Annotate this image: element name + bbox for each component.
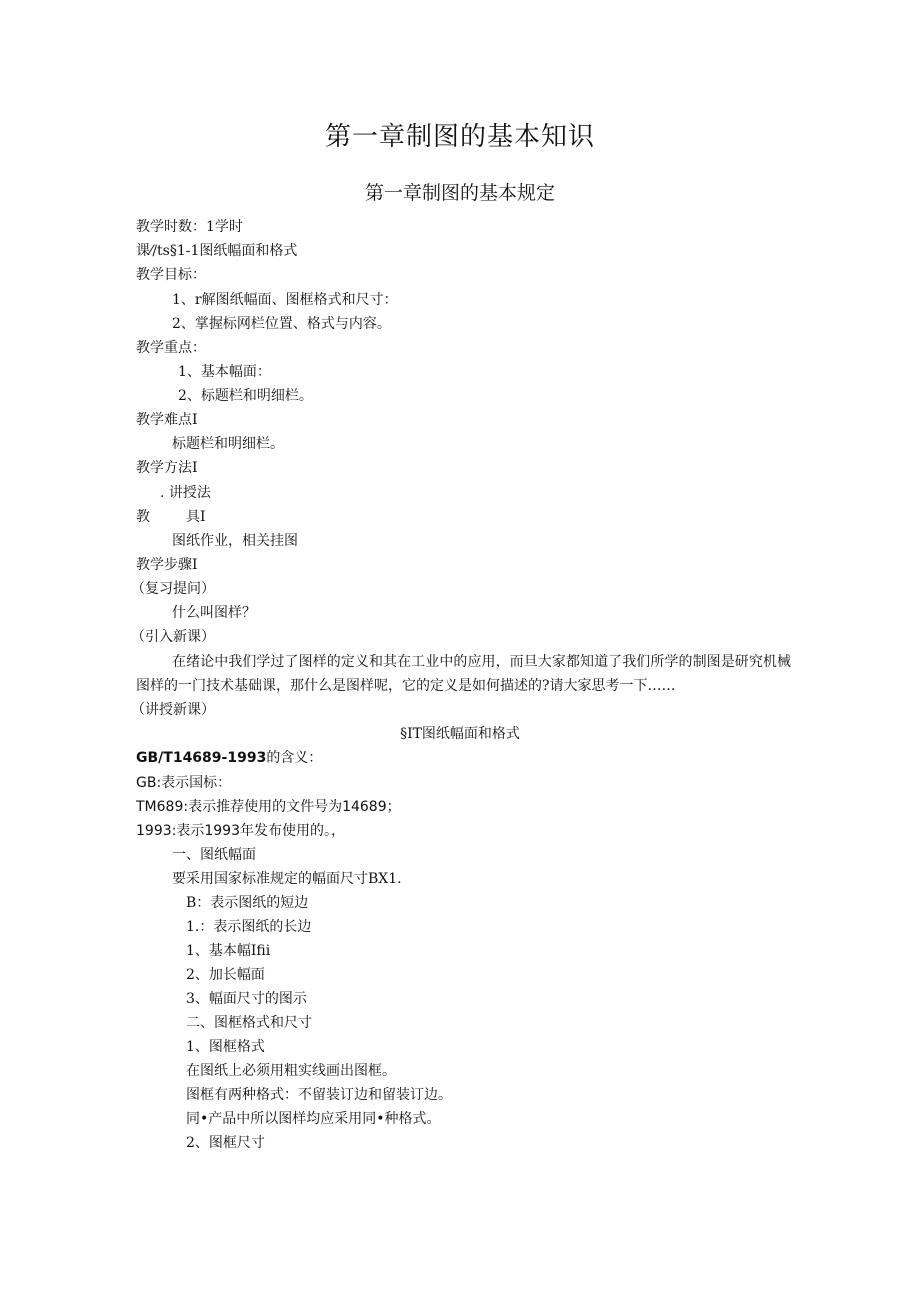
lecture-heading: （讲授新课） (131, 702, 215, 718)
list-item: 图框有两种格式：不留装订边和留装订边。 (186, 1087, 452, 1103)
part-heading: 二、图框格式和尺寸 (186, 1015, 312, 1031)
review-heading: （复习提问） (131, 581, 215, 597)
goals-label: 教学目标： (136, 267, 206, 283)
part-description: 要采用国家标准规定的幅面尺寸BX1. (172, 871, 402, 887)
chapter-title: 第一章制图的基本知识 (324, 122, 595, 152)
steps-label: 教学步骤I (136, 557, 198, 573)
intro-paragraph: 在绪论中我们学过了图样的定义和其在工业中的应用，而旦大家都知道了我们所学的制图是研究机械图样的一门技术基础课，那什么是图样呢，它的定义是如何描述的?请大家思考一下…… (136, 654, 791, 694)
goal-item: 1、r解图纸幅面、图框格式和尺寸： (172, 292, 398, 308)
section-heading: 第一章制图的基本规定 (364, 182, 555, 204)
gb-meaning: GB:表示国标： (136, 775, 232, 791)
goal-item: 2、掌握标网栏位置、格式与内容。 (172, 316, 391, 332)
list-item: 1、基本幅Ifii (186, 943, 271, 959)
list-item: 同•产品中所以图样均应采用同•种格式。 (186, 1111, 441, 1127)
focus-label: 教学重点： (136, 340, 206, 356)
part-heading: 一、图纸幅面 (172, 847, 256, 863)
method-label: 教学方法I (136, 460, 198, 476)
gb-suffix: 的含义： (266, 750, 323, 766)
definition-item: B：表示图纸的短边 (186, 895, 309, 911)
tools-label-end: 具I (186, 509, 206, 525)
method-item: . 讲授法 (160, 485, 211, 501)
gb-heading (136, 748, 322, 768)
intro-heading: （引入新课） (131, 629, 215, 645)
list-item: 2、加长幅面 (186, 967, 265, 983)
lesson-topic: 课⁄​∕ts§1-1图纸幅面和格式 (136, 243, 298, 259)
list-item: 1、图框格式 (186, 1039, 265, 1055)
focus-item: 2、标题栏和明细栏。 (178, 388, 313, 404)
difficulty-item: 标题栏和明细栏。 (172, 436, 284, 452)
list-item: 在图纸上必须用粗实线画出图框。 (186, 1063, 396, 1079)
list-item: 2、图框尺寸 (186, 1135, 265, 1151)
focus-item: 1、基本幅面： (178, 364, 271, 380)
definition-item: 1.：表示图纸的长边 (186, 919, 312, 935)
tools-item: 图纸作业，相关挂图 (172, 533, 298, 549)
year-meaning: 1993:表示1993年发布使用的。， (136, 823, 345, 839)
tm-meaning: TM689:表示推荐使用的文件号为14689； (136, 799, 401, 815)
section-title: §IT图纸幅面和格式 (400, 726, 520, 742)
list-item: 3、幅面尺寸的图示 (186, 991, 307, 1007)
gb-code: GB/T14689-1993 (136, 750, 267, 766)
teaching-hours: 教学时数：1学时 (136, 219, 243, 235)
difficulty-label: 教学难点I (136, 412, 198, 428)
tools-label-start: 教 (136, 509, 150, 525)
review-question: 什么叫图样？ (172, 605, 256, 621)
